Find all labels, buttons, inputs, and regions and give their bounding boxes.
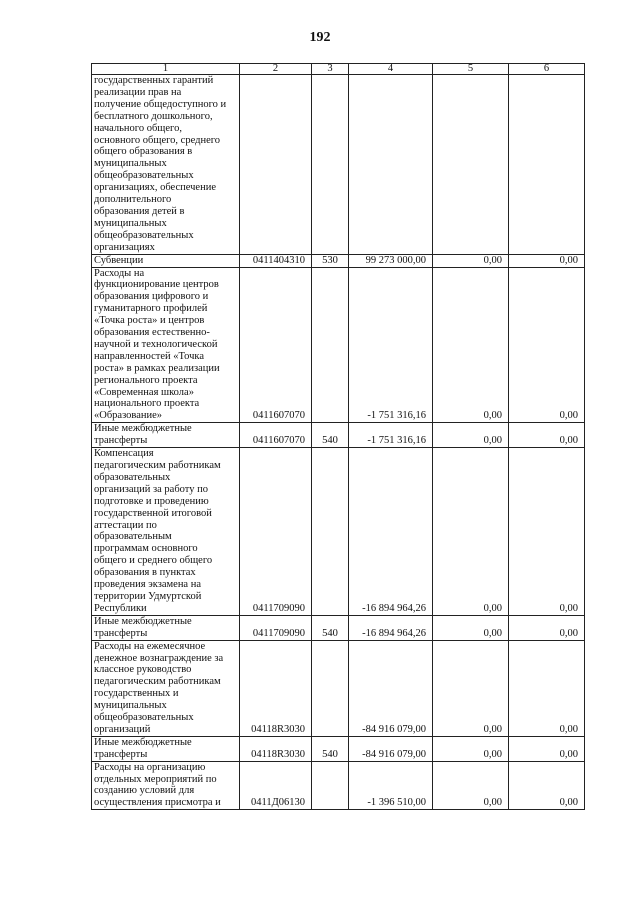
- column-number: 6: [509, 64, 585, 75]
- expense-name-cell: государственных гарантий реализации прав на получение общедоступного и бесплатного дошкольного, начального общего, основного общего, среднего общего образования в муниципальных общеобразовательных организациях, обеспечение дополнительного образования детей в муниципальных общеобразовательных организациях: [92, 75, 240, 255]
- target-code-cell: 0411607070: [240, 423, 312, 448]
- table-row: [92, 761, 585, 810]
- table-row: [92, 423, 585, 448]
- col6-amount-cell: 0,00: [509, 423, 585, 448]
- column-number-row: [92, 64, 585, 75]
- column-number: 1: [92, 64, 240, 75]
- col5-amount-cell: 0,00: [433, 615, 509, 640]
- target-code-cell: 0411709090: [240, 448, 312, 616]
- amount-cell: 99 273 000,00: [349, 254, 433, 267]
- col5-amount-cell: 0,00: [433, 423, 509, 448]
- col5-amount-cell: 0,00: [433, 640, 509, 736]
- expense-type-cell: 540: [312, 423, 349, 448]
- column-number: 2: [240, 64, 312, 75]
- col6-amount-cell: [509, 75, 585, 255]
- col6-amount-cell: 0,00: [509, 448, 585, 616]
- expense-type-cell: [312, 75, 349, 255]
- col6-amount-cell: 0,00: [509, 736, 585, 761]
- col6-amount-cell: 0,00: [509, 761, 585, 810]
- amount-cell: -1 751 316,16: [349, 267, 433, 423]
- expense-type-cell: [312, 448, 349, 616]
- page-number: 192: [309, 30, 331, 45]
- target-code-cell: 0411607070: [240, 267, 312, 423]
- expense-name-cell: Иные межбюджетные трансферты: [92, 615, 240, 640]
- col5-amount-cell: 0,00: [433, 448, 509, 616]
- amount-cell: [349, 75, 433, 255]
- table-row: [92, 448, 585, 616]
- amount-cell: -16 894 964,26: [349, 448, 433, 616]
- expense-type-cell: 540: [312, 736, 349, 761]
- col5-amount-cell: [433, 75, 509, 255]
- target-code-cell: 0411404310: [240, 254, 312, 267]
- col5-amount-cell: 0,00: [433, 736, 509, 761]
- expense-type-cell: [312, 267, 349, 423]
- amount-cell: -84 916 079,00: [349, 640, 433, 736]
- target-code-cell: [240, 75, 312, 255]
- table-row: [92, 267, 585, 423]
- table-row: [92, 254, 585, 267]
- expense-type-cell: [312, 640, 349, 736]
- col5-amount-cell: 0,00: [433, 267, 509, 423]
- target-code-cell: 04118R3030: [240, 736, 312, 761]
- expense-type-cell: 530: [312, 254, 349, 267]
- table-row: [92, 640, 585, 736]
- table-row: [92, 615, 585, 640]
- amount-cell: -1 751 316,16: [349, 423, 433, 448]
- expense-name-cell: Компенсация педагогическим работникам образовательных организаций за работу по подготовке и проведению государственной итоговой аттестации по образовательным программам основного общего и среднего общего образования в пунктах проведения экзамена на территории Удмуртской Республики: [92, 448, 240, 616]
- col5-amount-cell: 0,00: [433, 254, 509, 267]
- table-row: [92, 736, 585, 761]
- col6-amount-cell: 0,00: [509, 615, 585, 640]
- amount-cell: -84 916 079,00: [349, 736, 433, 761]
- column-number: 4: [349, 64, 433, 75]
- expense-name-cell: Иные межбюджетные трансферты: [92, 736, 240, 761]
- target-code-cell: 0411Д06130: [240, 761, 312, 810]
- col6-amount-cell: 0,00: [509, 254, 585, 267]
- amount-cell: -16 894 964,26: [349, 615, 433, 640]
- target-code-cell: 04118R3030: [240, 640, 312, 736]
- expense-name-cell: Расходы на ежемесячное денежное вознаграждение за классное руководство педагогическим работникам государственных и муниципальных общеобразовательных организаций: [92, 640, 240, 736]
- column-number: 5: [433, 64, 509, 75]
- expense-type-cell: 540: [312, 615, 349, 640]
- expense-type-cell: [312, 761, 349, 810]
- budget-table: [91, 63, 585, 810]
- expense-name-cell: Иные межбюджетные трансферты: [92, 423, 240, 448]
- col5-amount-cell: 0,00: [433, 761, 509, 810]
- col6-amount-cell: 0,00: [509, 640, 585, 736]
- expense-name-cell: Расходы на функционирование центров образования цифрового и гуманитарного профилей «Точка роста» и центров образования естественно- научной и технологической направленностей «Точка роста» в рамках реализации регионального проекта «Современная школа» национального проекта «Образование»: [92, 267, 240, 423]
- table-row: [92, 75, 585, 255]
- amount-cell: -1 396 510,00: [349, 761, 433, 810]
- expense-name-cell: Субвенции: [92, 254, 240, 267]
- column-number: 3: [312, 64, 349, 75]
- col6-amount-cell: 0,00: [509, 267, 585, 423]
- target-code-cell: 0411709090: [240, 615, 312, 640]
- expense-name-cell: Расходы на организацию отдельных мероприятий по созданию условий для осуществления присмотра и: [92, 761, 240, 810]
